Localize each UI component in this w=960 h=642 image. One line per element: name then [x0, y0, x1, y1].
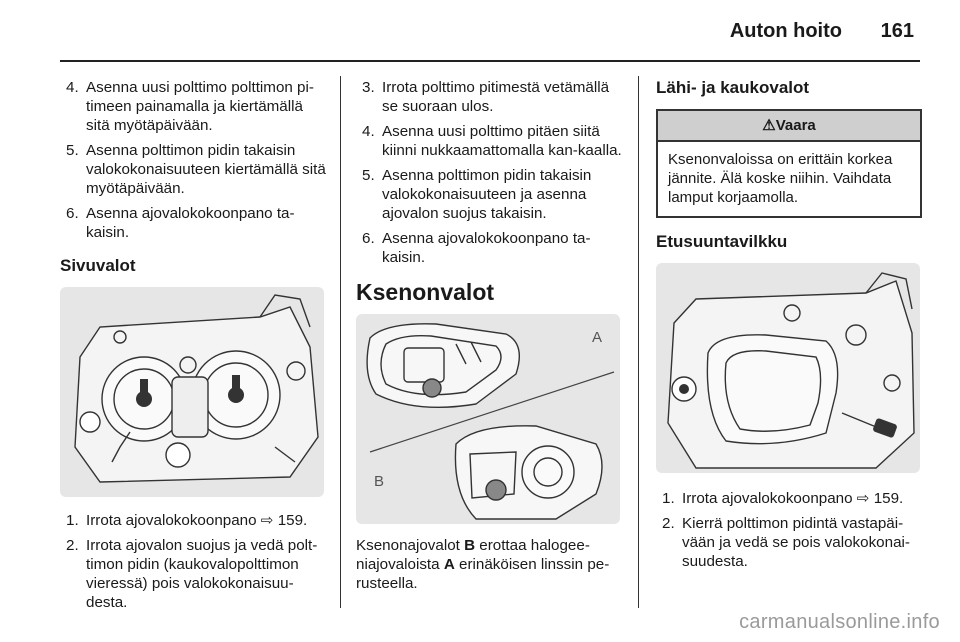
steps-list [356, 78, 622, 267]
column-divider-2 [638, 76, 639, 608]
list-item: 3. Irrota polttimo pitimestä vetämällä se suoraan ulos. [362, 79, 610, 115]
list-item: 1. Irrota ajovalokokoonpano ⇨ 159. [662, 490, 904, 507]
page-number: 161 [880, 20, 914, 42]
indicator-drawing [656, 263, 920, 473]
column-3 [656, 78, 922, 577]
warning-text: Ksenonvaloissa on erittäin korkea jännite. Älä koske niihin. Vaihdata lamput korjaamolla. [668, 151, 893, 206]
list-item: 5. Asenna polttimon pidin takaisin valokokonaisuuteen kiertämällä sitä myötäpäivään. [66, 142, 326, 197]
column-2 [356, 78, 622, 593]
headlamp-front-drawing [356, 314, 620, 524]
steps-list-side-lights [60, 511, 326, 612]
list-item: 6. Asenna ajovalokokoonpano ta-kaisin. [66, 205, 295, 241]
figure-label-b: B [374, 473, 385, 490]
warning-icon: ⚠ [762, 117, 776, 134]
chapter-title: Auton hoito [729, 20, 842, 42]
warning-box [656, 109, 922, 218]
section-title-xenon: Ksenonvalot [356, 279, 495, 305]
section-title-indicator: Etusuuntavilkku [656, 232, 788, 251]
list-item: 4. Asenna uusi polttimo pitäen siitä kiinni nukkaamattomalla kan-kaalla. [362, 123, 622, 159]
list-item: 2. Irrota ajovalon suojus ja vedä polt-timon pidin (kaukovalopolttimon vieressä) pois valokokonaisuu-desta. [66, 537, 318, 611]
xenon-comparison-illustration [356, 314, 620, 524]
indicator-illustration [656, 263, 920, 473]
warning-header: ⚠Vaara [658, 111, 920, 142]
side-light-illustration [60, 287, 324, 497]
list-item: 1. Irrota ajovalokokoonpano ⇨ 159. [66, 512, 308, 529]
column-1 [60, 78, 326, 618]
list-item: 2. Kierrä polttimon pidintä vastapäi-vään ja vedä se pois valokokonai-suudesta. [662, 515, 910, 570]
page-header [0, 18, 960, 48]
steps-list [60, 78, 326, 242]
xenon-caption: Ksenonajovalot B erottaa halogee-niajovaloista A erinäköisen linssin pe-rusteella. [356, 537, 610, 592]
list-item: 6. Asenna ajovalokokoonpano ta-kaisin. [362, 230, 591, 266]
column-divider-1 [340, 76, 341, 608]
header-rule [60, 60, 920, 62]
steps-list-indicator [656, 489, 922, 571]
watermark: carmanualsonline.info [739, 611, 940, 633]
section-title-side-lights: Sivuvalot [60, 256, 136, 275]
section-title-low-high-beam: Lähi- ja kaukovalot [656, 78, 810, 97]
headlamp-rear-drawing [60, 287, 324, 497]
figure-label-a: A [592, 329, 603, 346]
list-item: 5. Asenna polttimon pidin takaisin valokokonaisuuteen ja asenna ajovalon suojus takaisin. [362, 167, 592, 222]
list-item: 4. Asenna uusi polttimo polttimon pi-timeen painamalla ja kiertämällä sitä myötäpäivään. [66, 79, 314, 134]
